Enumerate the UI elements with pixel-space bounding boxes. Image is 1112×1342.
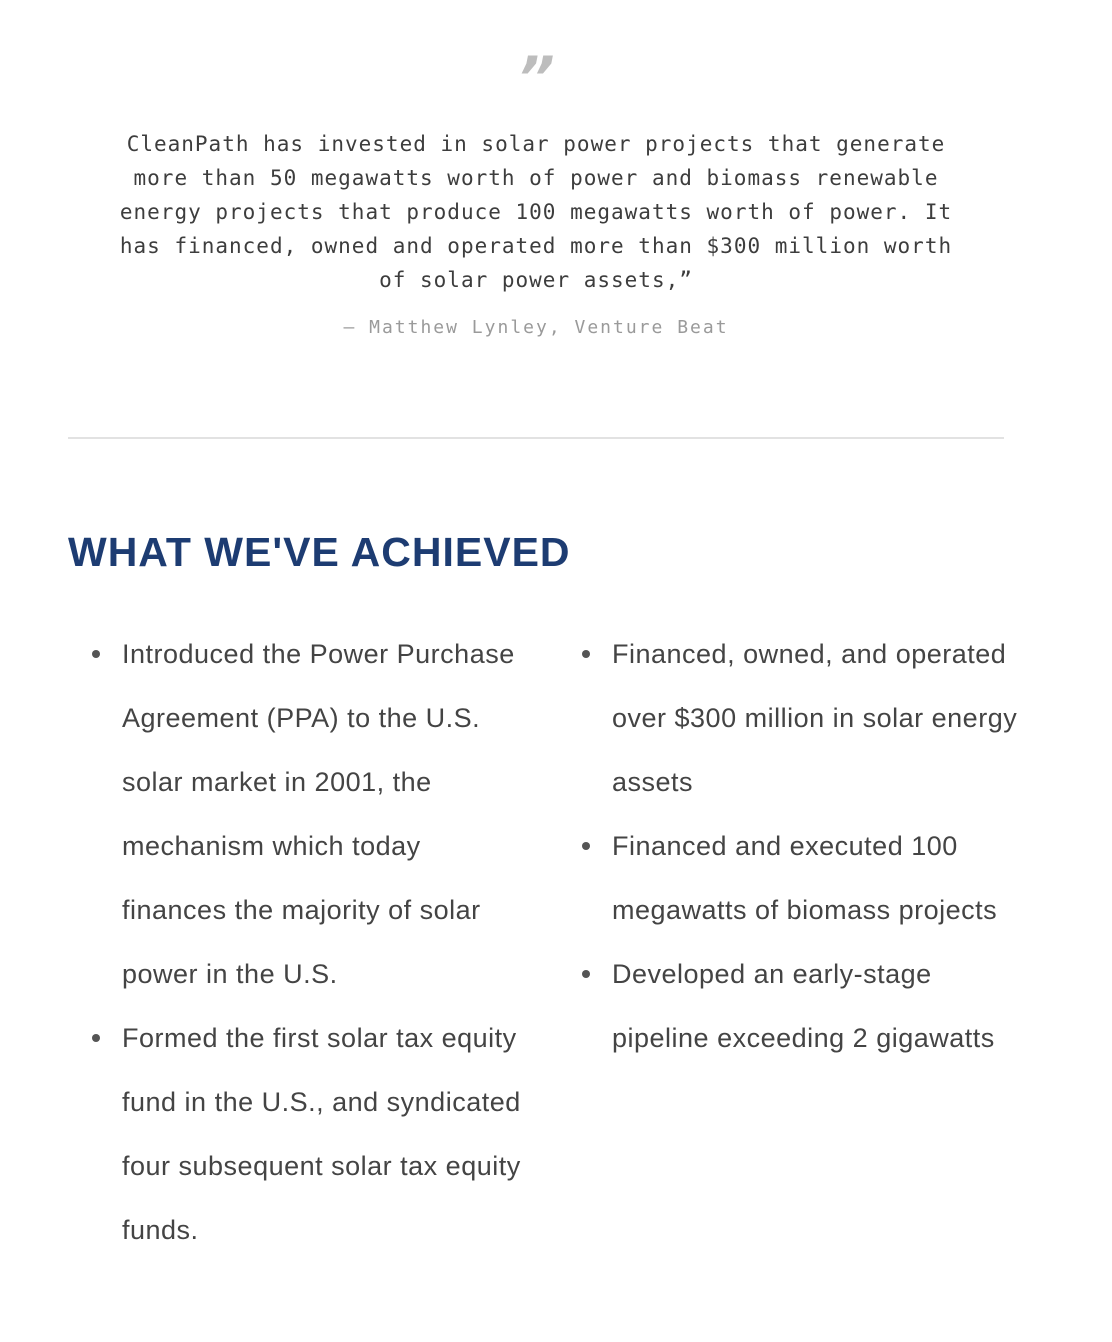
list-item-text: Financed and executed 100 megawatts of biomass projects <box>612 831 998 925</box>
achievements-right-column <box>612 622 1032 1070</box>
list-item <box>122 622 532 1006</box>
bullet-icon <box>582 650 590 658</box>
list-item <box>612 622 1032 814</box>
quote-attribution: — Matthew Lynley, Venture Beat <box>343 317 729 338</box>
list-item-text: Formed the first solar tax equity fund in the U.S., and syndicated four subsequent solar tax equity funds. <box>122 1023 521 1245</box>
list-item <box>612 814 1032 942</box>
bullet-icon <box>582 842 590 850</box>
section-divider <box>68 437 1004 439</box>
bullet-icon <box>92 650 100 658</box>
quote-mark-icon: ” <box>517 44 555 112</box>
list-item <box>122 1006 532 1262</box>
list-item <box>612 942 1032 1070</box>
bullet-icon <box>92 1034 100 1042</box>
quote-text: CleanPath has invested in solar power projects that generate more than 50 megawatts worth of power and biomass renewable energy projects that produce 100 megawatts worth of power. It has financed, owned and operated more than $300 million worth of solar power assets,” <box>119 132 953 292</box>
section-title: WHAT WE'VE ACHIEVED <box>68 529 571 575</box>
list-item-text: Developed an early-stage pipeline exceeding 2 gigawatts <box>612 959 995 1053</box>
list-item-text: Financed, owned, and operated over $300 million in solar energy assets <box>612 639 1018 797</box>
list-item-text: Introduced the Power Purchase Agreement (PPA) to the U.S. solar market in 2001, the mechanism which today finances the majority of solar power in the U.S. <box>122 639 515 989</box>
bullet-icon <box>582 970 590 978</box>
achievements-left-column <box>122 622 532 1262</box>
